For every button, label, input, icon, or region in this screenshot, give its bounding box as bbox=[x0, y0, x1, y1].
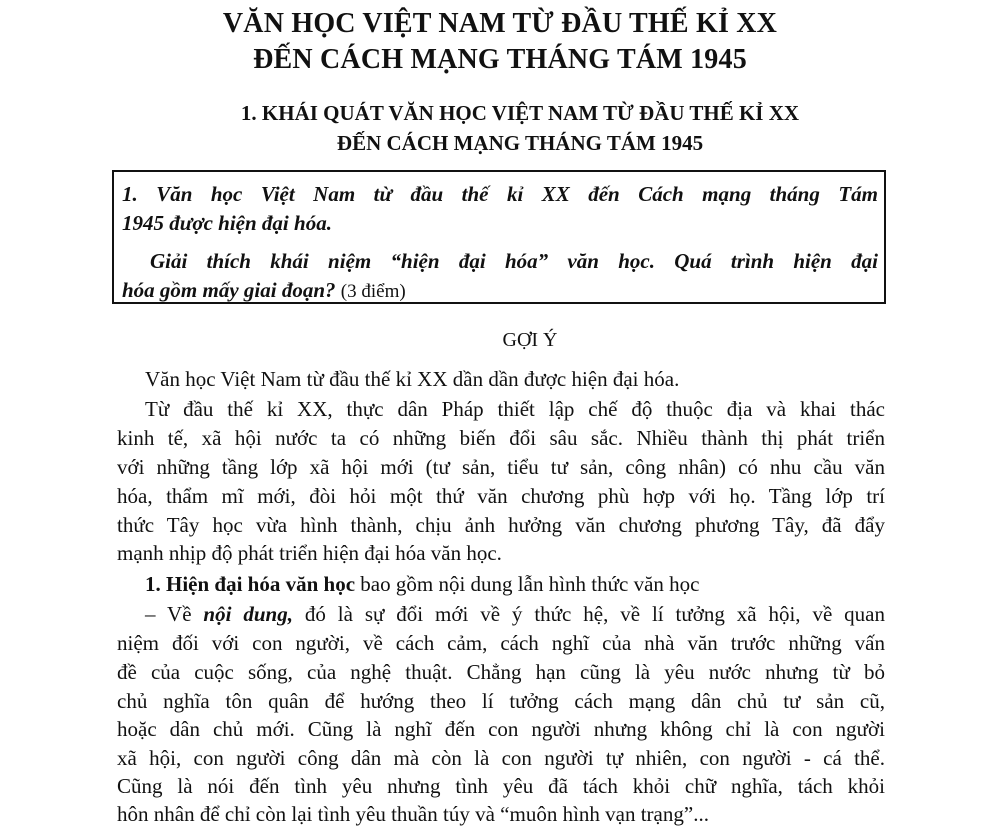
body-paragraph-4-line-2: niệm đối với con người, về cách cảm, cách nghĩ của nhà văn trước những vấn bbox=[117, 631, 885, 655]
body-paragraph-4-line-5: hoặc dân chủ mới. Cũng là nghĩ đến con người nhưng không chỉ là con người bbox=[117, 717, 885, 741]
body-paragraph-4-line-6: xã hội, con người công dân mà còn là con người tự nhiên, con người - cá thể. bbox=[117, 746, 885, 770]
question-line-3: Giải thích khái niệm “hiện đại hóa” văn học. Quá trình hiện đại bbox=[150, 249, 878, 273]
document-title-line-2: ĐẾN CÁCH MẠNG THÁNG TÁM 1945 bbox=[253, 44, 747, 75]
body-paragraph-2-line-2: kinh tế, xã hội nước ta có những biến đổi sâu sắc. Nhiều thành thị phát triển bbox=[117, 426, 885, 450]
body-paragraph-1: Văn học Việt Nam từ đầu thế kỉ XX dần dần được hiện đại hóa. bbox=[145, 367, 680, 391]
body-paragraph-2-line-4: hóa, thẩm mĩ mới, đòi hỏi một thứ văn chương phù hợp với họ. Tầng lớp trí bbox=[117, 484, 885, 508]
body-paragraph-3-text: bao gồm nội dung lẫn hình thức văn học bbox=[355, 572, 700, 596]
body-paragraph-2-line-3: với những tầng lớp xã hội mới (tư sản, tiểu tư sản, công nhân) có nhu cầu văn bbox=[117, 455, 885, 479]
body-paragraph-3 bbox=[145, 571, 885, 598]
body-paragraph-2-line-6: mạnh nhịp độ phát triển hiện đại hóa văn học. bbox=[117, 541, 502, 565]
body-paragraph-4-italic: nội dung, bbox=[203, 602, 293, 626]
question-line-4-text: hóa gồm mấy giai đoạn? bbox=[122, 278, 336, 302]
body-paragraph-4-line-3: đề của cuộc sống, của nghệ thuật. Chẳng hạn cũng là yêu nước nhưng từ bỏ bbox=[117, 660, 885, 684]
body-paragraph-4-text: đó là sự đổi mới về ý thức hệ, về lí tưởng xã hội, về quan bbox=[292, 602, 886, 626]
question-line-4 bbox=[122, 276, 878, 306]
hint-label: GỢI Ý bbox=[502, 329, 558, 351]
question-points: (3 điểm) bbox=[340, 281, 406, 302]
section-heading-line-1: 1. KHÁI QUÁT VĂN HỌC VIỆT NAM TỪ ĐẦU THẾ KỈ XX bbox=[240, 101, 800, 125]
body-paragraph-4-line-7: Cũng là nói đến tình yêu nhưng tình yêu đã tách khỏi chữ nghĩa, tách khỏi bbox=[117, 774, 885, 798]
body-paragraph-4-prefix: – Về bbox=[145, 602, 204, 626]
section-heading-line-2: ĐẾN CÁCH MẠNG THÁNG TÁM 1945 bbox=[336, 131, 704, 155]
body-paragraph-4-line-1 bbox=[145, 601, 885, 628]
document-title-line-1: VĂN HỌC VIỆT NAM TỪ ĐẦU THẾ KỈ XX bbox=[222, 8, 778, 39]
body-paragraph-4-line-8: hôn nhân để chỉ còn lại tình yêu thuần túy và “muôn hình vạn trạng”... bbox=[117, 802, 709, 826]
question-line-1: 1. Văn học Việt Nam từ đầu thế kỉ XX đến Cách mạng tháng Tám bbox=[122, 182, 878, 206]
body-paragraph-2-line-5: thức Tây học vừa hình thành, chịu ảnh hưởng văn chương phương Tây, đã đẩy bbox=[117, 513, 885, 537]
body-paragraph-2-line-1: Từ đầu thế kỉ XX, thực dân Pháp thiết lập chế độ thuộc địa và khai thác bbox=[145, 397, 885, 421]
section-1-heading: 1. Hiện đại hóa văn học bbox=[145, 572, 356, 596]
question-line-2: 1945 được hiện đại hóa. bbox=[122, 211, 332, 235]
body-paragraph-4-line-4: chủ nghĩa tôn quân để hướng theo lí tưởng cách mạng dân chủ tư sản cũ, bbox=[117, 689, 885, 713]
